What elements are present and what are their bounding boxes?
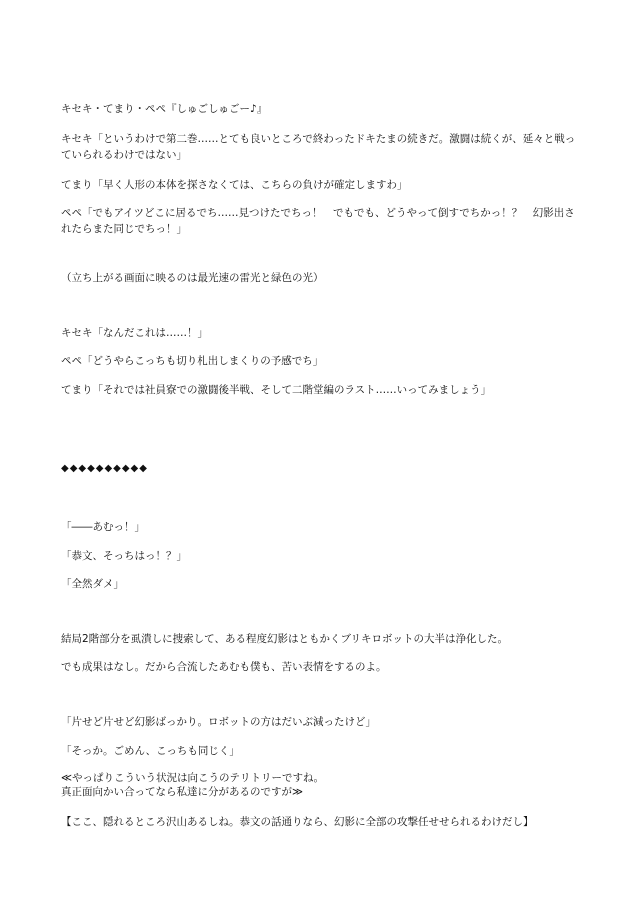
text-line-18: 【ここ、隠れるところ沢山あるしね。恭文の話通りなら、幻影に全部の攻撃任せせられるわけだし】 [61,816,534,828]
text-line-11: 「全然ダメ」 [61,578,124,590]
text-line-16: ≪やっぱりこういう状況は向こうのテリトリーですね。 [61,772,324,784]
text-line-15: 「そっか。ごめん、こっちも同じく」 [61,745,240,757]
text-line-8: てまり「それでは社員寮での激闘後半戦、そして二階堂編のラスト……いってみましょう」 [61,384,492,396]
text-line-2: キセキ「というわけで第二巻……とても良いところで終わったドキたまの続きだ。激闘は続くが、延々と戦っていられるわけではない」 [61,133,576,161]
text-line-5: （立ち上がる画面に映るのは最光速の雷光と緑色の光） [61,272,324,284]
text-line-7: ペペ「どうやらこっちも切り札出しまくりの予感でち」 [61,355,324,367]
text-line-4: ペペ「でもアイツどこに居るでち……見つけたでちっ！ でもでも、どうやって倒すでちかっ！？ 幻影出されたらまた同じでちっ！」 [61,207,575,235]
text-line-13: でも成果はなし。だから合流したあむも僕も、苦い表情をするのよ。 [61,661,387,673]
text-line-17: 真正面向かい合ってなら私達に分があるのですが≫ [61,786,303,798]
text-line-14: 「片せど片せど幻影ばっかり。ロボットの方はだいぶ減ったけど」 [61,716,376,728]
text-line-3: てまり「早く人形の本体を探さなくては、こちらの負けが確定しますわ」 [61,179,408,191]
text-line-1: キセキ・てまり・ペペ『しゅごしゅごー♪』 [61,103,268,115]
text-line-9: 「――あむっ！」 [61,521,145,533]
text-line-10: 「恭文、そっちはっ！？」 [61,550,187,562]
section-divider: ◆◆◆◆◆◆◆◆◆◆ [61,463,148,474]
text-line-6: キセキ「なんだこれは……！」 [61,327,208,339]
text-line-12: 結局2階部分を虱潰しに捜索して、ある程度幻影はともかくブリキロボットの大半は浄化した。 [61,633,509,645]
